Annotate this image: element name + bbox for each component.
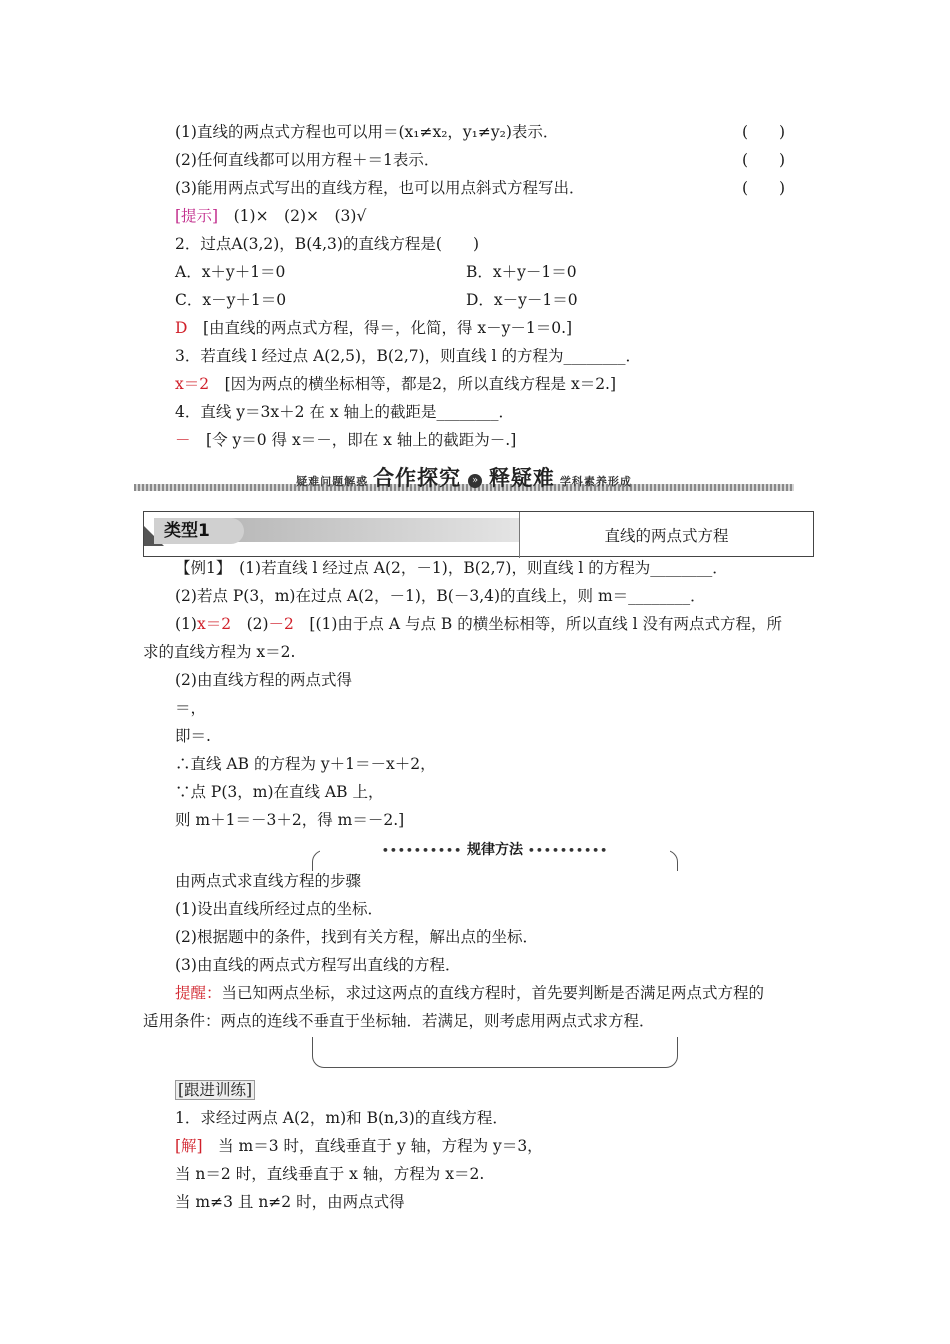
practice-tag-line: [175, 1080, 255, 1100]
method-line-2: (1)设出直线所经过点的坐标．: [175, 900, 383, 918]
example-answer-text: [(1)由于点 A 与点 B 的横坐标相等，所以直线 l 没有两点式方程，所: [293, 615, 783, 633]
method-remind-tag: 提醒：: [175, 984, 222, 1002]
q2-option-c: C．x－y＋1＝0: [175, 291, 287, 309]
hint-text: (1)× (2)× (3)√: [218, 207, 367, 225]
banner-arrow-icon: »: [468, 474, 482, 488]
example-answer-2: －2: [268, 615, 294, 633]
q4-stem: 4．直线 y＝3x＋2 在 x 轴上的截距是________．: [175, 403, 515, 421]
q3-explanation: [因为两点的横坐标相等，都是2，所以直线方程是 x＝2.]: [209, 375, 617, 393]
example-line-9: ∵点 P(3，m)在直线 AB 上，: [175, 783, 384, 801]
q2-explanation: [由直线的两点式方程，得＝，化简，得 x－y－1＝0.]: [187, 319, 573, 337]
answer-paren-1: ( ): [742, 123, 786, 141]
q3-stem: 3．若直线 l 经过点 A(2,5)，B(2,7)，则直线 l 的方程为________．: [175, 347, 641, 365]
method-head-2: 方法: [495, 842, 523, 858]
practice-line-1: 1．求经过两点 A(2，m)和 B(n,3)的直线方程．: [175, 1109, 508, 1127]
practice-solution-tag: [解]: [175, 1137, 203, 1155]
method-dots-left: ••••••••••: [381, 844, 463, 857]
example-line-2: (2)若点 P(3，m)在过点 A(2，－1)，B(－3,4)的直线上，则 m＝________．: [175, 587, 706, 605]
banner-main-text-2: 释疑难: [488, 466, 555, 490]
q4-explanation: [令 y＝0 得 x＝－，即在 x 轴上的截距为－.]: [190, 431, 517, 449]
practice-line-3: 当 n＝2 时，直线垂直于 x 轴，方程为 x＝2.: [175, 1165, 485, 1183]
banner-left-text: 疑难问题解惑: [296, 475, 369, 488]
practice-tag: [跟进训练]: [175, 1080, 255, 1100]
answer-paren-3: ( ): [742, 179, 786, 197]
practice-solution-text: 当 m＝3 时，直线垂直于 y 轴，方程为 y＝3，: [202, 1137, 543, 1155]
banner-main-text-1: 合作探究: [373, 466, 462, 490]
judge-item-3: (3)能用两点式写出的直线方程，也可以用点斜式方程写出．: [175, 179, 585, 197]
method-line-6: 适用条件：两点的连线不垂直于坐标轴．若满足，则考虑用两点式求方程．: [143, 1012, 655, 1030]
q2-answer: D: [175, 319, 188, 337]
example-line-1: 【例1】 (1)若直线 l 经过点 A(2，－1)，B(2,7)，则直线 l 的方程为________．: [175, 559, 728, 577]
q4-answer-line: [175, 430, 516, 450]
q4-answer: －: [175, 431, 191, 449]
banner-right-text: 学科素养形成: [559, 475, 632, 488]
method-line-1: 由两点式求直线方程的步骤: [175, 872, 362, 890]
example-answer-1: x＝2: [196, 615, 232, 633]
example-line-10: 则 m＋1＝－3＋2，得 m＝－2.]: [175, 811, 405, 829]
type-tab: [144, 512, 519, 546]
q3-answer: x＝2: [175, 375, 210, 393]
type-label: 类型1: [154, 518, 244, 544]
example-line-5: (2)由直线方程的两点式得: [175, 671, 352, 689]
q3-answer-line: [175, 374, 616, 394]
type-header-box: [143, 511, 814, 557]
q2-option-d: D．x－y－1＝0: [466, 291, 578, 309]
banner-text: [134, 462, 794, 492]
example-line-6: ＝，: [175, 699, 207, 717]
method-header: [320, 841, 670, 860]
example-line-4: 求的直线方程为 x＝2.: [143, 643, 296, 661]
answer-paren-2: ( ): [742, 151, 786, 169]
q2-option-b: B．x＋y－1＝0: [466, 263, 577, 281]
method-line-3: (2)根据题中的条件，找到有关方程，解出点的坐标．: [175, 928, 538, 946]
q2-answer-line: [175, 318, 572, 338]
method-head-1: 规律: [467, 842, 495, 858]
judge-item-1: (1)直线的两点式方程也可以用＝(x₁≠x₂，y₁≠y₂)表示．: [175, 123, 559, 141]
practice-solution-line: [175, 1136, 543, 1156]
hint-tag: [提示]: [175, 207, 219, 225]
q2-option-a: A．x＋y＋1＝0: [175, 263, 286, 281]
hint-line: [175, 206, 366, 226]
example-line-7: 即＝.: [175, 727, 211, 745]
type-title: 直线的两点式方程: [604, 527, 729, 545]
section-banner: [134, 462, 794, 498]
q2-stem: 2．过点A(3,2)，B(4,3)的直线方程是( ): [175, 235, 480, 253]
example-answer-line: [175, 614, 782, 634]
method-remind-line: [175, 983, 764, 1003]
type-tab-gradient: [204, 518, 519, 542]
practice-line-4: 当 m≠3 且 n≠2 时，由两点式得: [175, 1193, 405, 1211]
example-answer-prefix: (1): [175, 615, 197, 633]
method-remind-text: 当已知两点坐标，求过这两点的直线方程时，首先要判断是否满足两点式方程的: [221, 984, 765, 1002]
method-dots-right: ••••••••••: [527, 844, 609, 857]
example-line-8: ∴直线 AB 的方程为 y＋1＝－x＋2，: [175, 755, 436, 773]
judge-item-2: (2)任何直线都可以用方程＋＝1表示．: [175, 151, 440, 169]
example-answer-mid: (2): [231, 615, 269, 633]
method-line-4: (3)由直线的两点式方程写出直线的方程．: [175, 956, 461, 974]
